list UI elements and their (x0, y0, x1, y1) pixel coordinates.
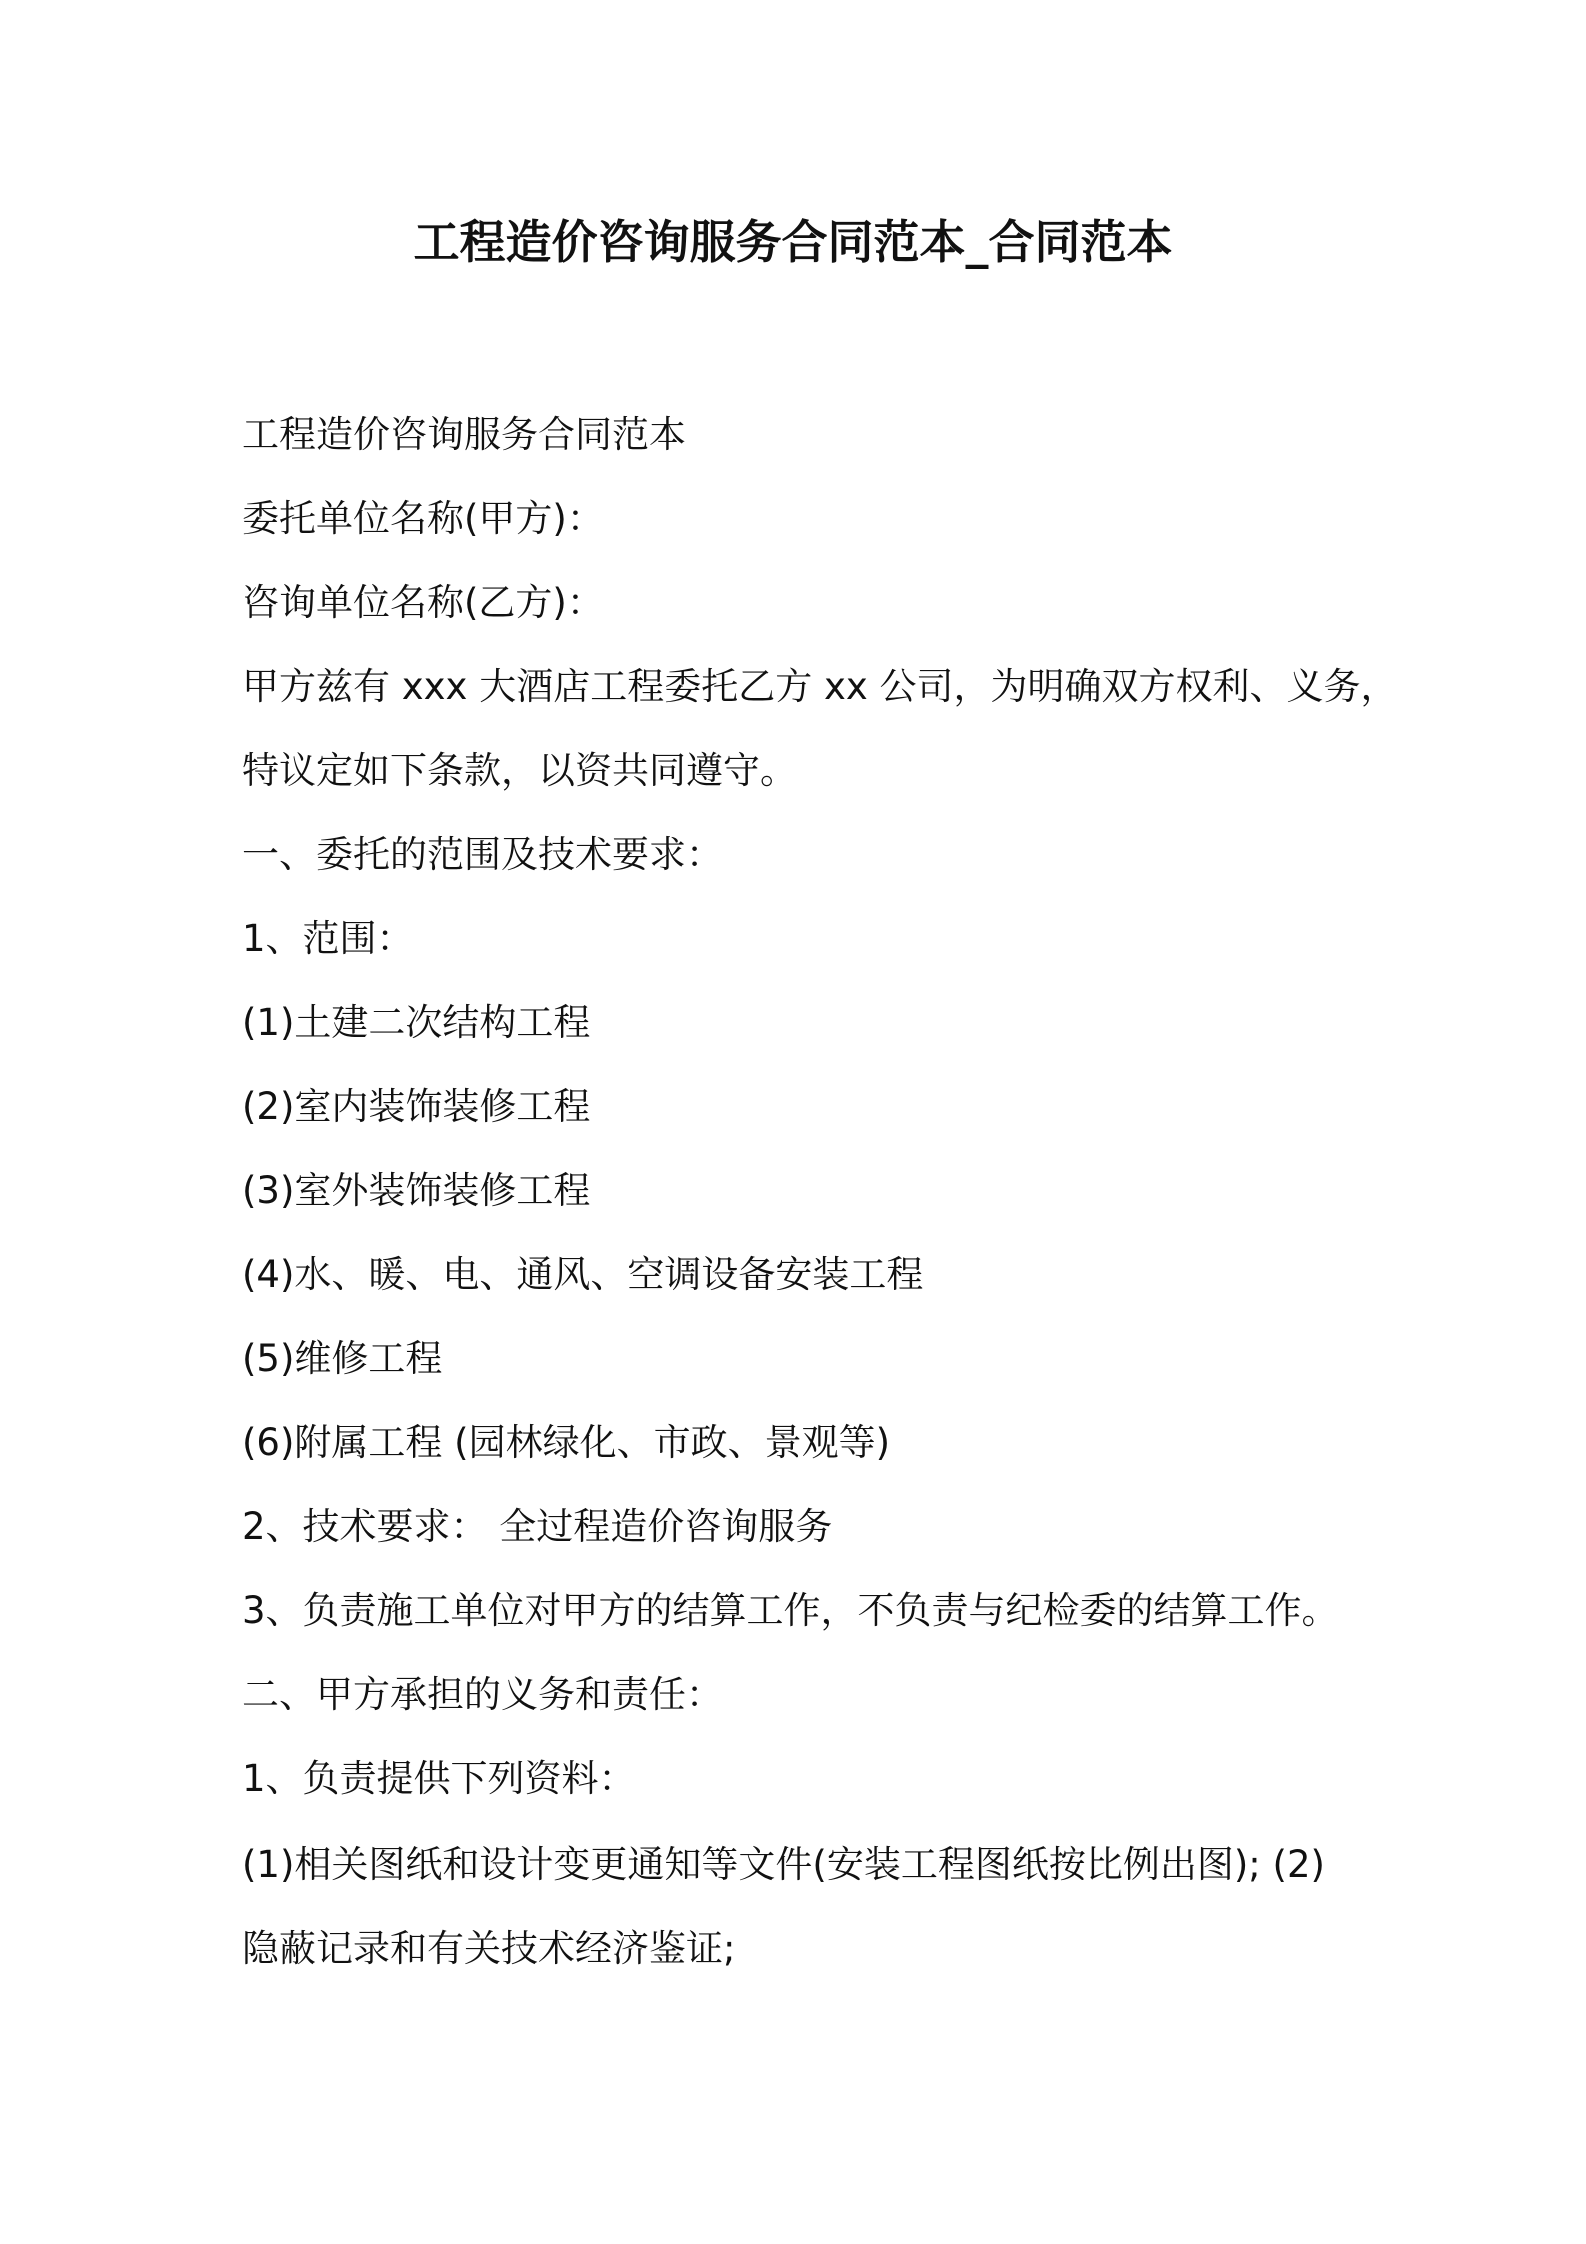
paragraph-line: 工程造价咨询服务合同范本 (242, 413, 686, 456)
section-heading: 一、委托的范围及技术要求： (242, 833, 723, 876)
paragraph-line: 甲方兹有 xxx 大酒店工程委托乙方 xx 公司，为明确双方权利、义务， (242, 665, 1398, 708)
paragraph-line: 3、负责施工单位对甲方的结算工作，不负责与纪检委的结算工作。 (242, 1589, 1339, 1632)
list-item: (5)维修工程 (242, 1337, 443, 1380)
list-item: (3)室外装饰装修工程 (242, 1169, 591, 1212)
paragraph-line: 1、负责提供下列资料： (242, 1757, 636, 1800)
section-heading: 二、甲方承担的义务和责任： (242, 1673, 723, 1716)
paragraph-line: 2、技术要求： 全过程造价咨询服务 (242, 1505, 833, 1548)
list-item: (6)附属工程 (园林绿化、市政、景观等) (242, 1421, 891, 1464)
list-item: (1)土建二次结构工程 (242, 1001, 591, 1044)
list-item: (2)室内装饰装修工程 (242, 1085, 591, 1128)
paragraph-line: 特议定如下条款，以资共同遵守。 (242, 749, 797, 792)
paragraph-line: 委托单位名称(甲方)： (242, 497, 604, 540)
document-title: 工程造价咨询服务合同范本_合同范本 (413, 215, 1173, 269)
paragraph-line: 1、范围： (242, 917, 414, 960)
paragraph-line: (1)相关图纸和设计变更通知等文件(安装工程图纸按比例出图); (2) (242, 1843, 1325, 1886)
list-item: (4)水、暖、电、通风、空调设备安装工程 (242, 1253, 924, 1296)
paragraph-line: 咨询单位名称(乙方)： (242, 581, 604, 624)
paragraph-line: 隐蔽记录和有关技术经济鉴证; (242, 1927, 736, 1970)
